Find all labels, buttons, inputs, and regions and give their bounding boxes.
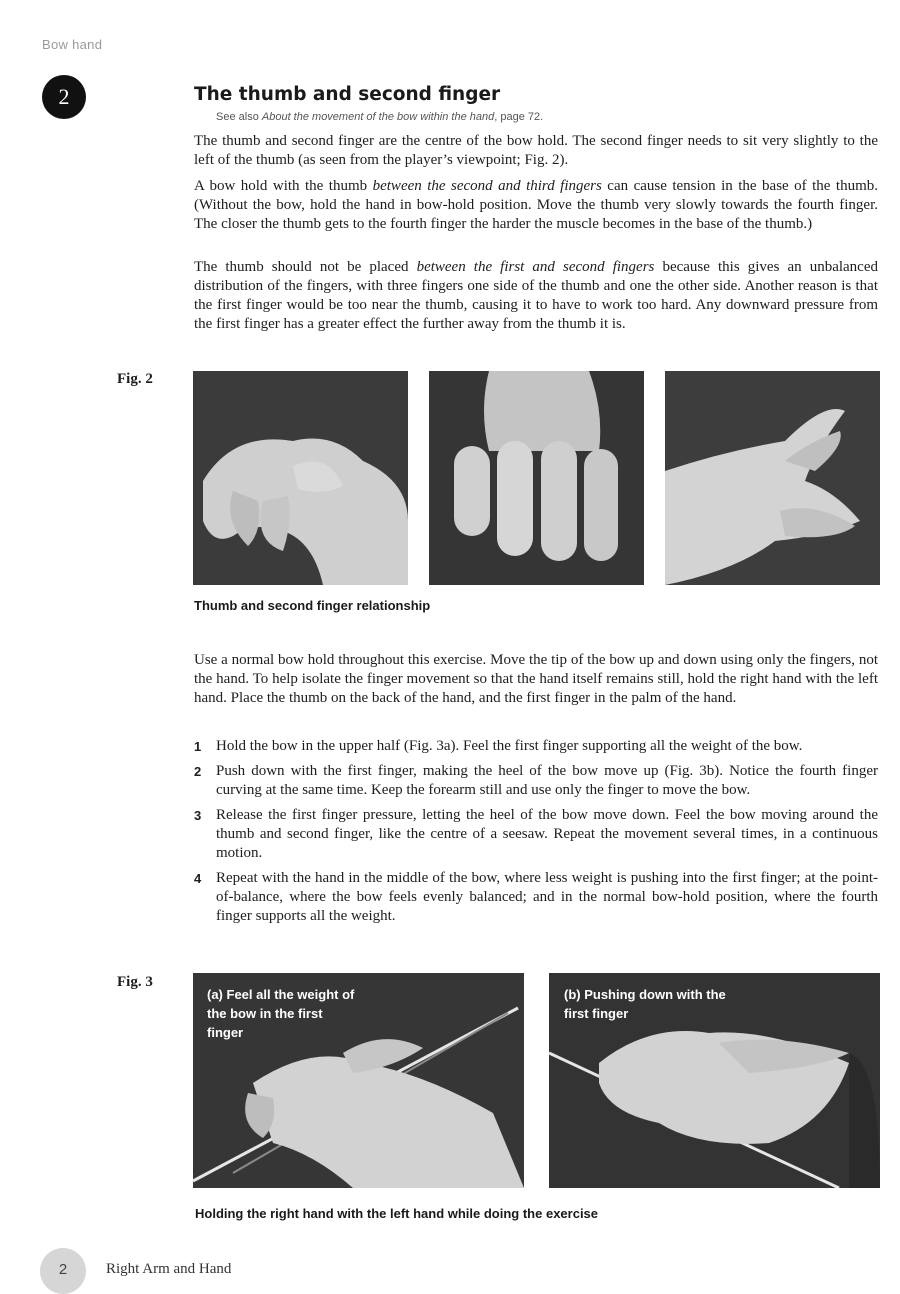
step-text: Hold the bow in the upper half (Fig. 3a). Feel the first finger supporting all the weight of the bow. [216,738,803,754]
step-text: Release the first finger pressure, letting the heel of the bow move down. Feel the bow moving around the thumb and second finger, like the centre of a seesaw. Repeat the movement several times, in a continuous motion. [216,807,878,861]
see-also-prefix: See also [216,111,262,123]
paragraph-2-b: can cause tension in the base of the thumb. (Without the bow, hold the hand in bow-hold position. Move the thumb very slowly towards the fourth finger. The closer the thumb gets to the fourth finger the harder the muscle becomes in the base of the thumb.) [194,178,878,232]
step-number: 1 [194,739,202,754]
running-head: Bow hand [42,37,103,52]
paragraph-3-b: because this gives an unbalanced distribution of the fingers, with three fingers one side of the thumb and one the other side. Another reason is that the first finger would be too near the thumb, causing it to have to work too hard. Any downward pressure from the first finger has a greater effect the further away from the thumb it is. [194,259,879,332]
paragraph-2-a: A bow hold with the thumb [194,178,373,194]
step-number: 2 [194,764,202,779]
list-item [194,762,878,800]
figure-2-label: Fig. 2 [117,371,153,387]
figure-2b-photo [429,371,644,585]
list-item [194,869,878,926]
figure-3b-overlay-caption: (b) Pushing down with the first finger [564,987,726,1021]
step-text: Repeat with the hand in the middle of the bow, where less weight is pushing into the first finger; at the point-of-balance, where the bow feels evenly balanced; and in the normal bow-hold position, where the fourth finger supports all the weight. [216,870,878,924]
chapter-number-badge: 2 [42,75,86,119]
see-also-ref: About the movement of the bow within the hand [261,111,495,123]
paragraph-3 [194,258,878,334]
list-item [194,737,878,756]
paragraph-3-a: The thumb should not be placed [194,259,417,275]
book-title: Right Arm and Hand [106,1261,232,1277]
paragraph-1: The thumb and second finger are the centre of the bow hold. The second finger needs to sit very slightly to the left of the thumb (as seen from the player’s viewpoint; Fig. 2). [194,133,878,168]
exercise-steps [194,737,878,932]
paragraph-3-emphasis: between the first and second fingers [416,259,655,275]
section-title: The thumb and second finger [194,84,501,105]
step-number: 3 [194,808,202,823]
figure-3b-photo [549,973,880,1188]
figure-3-caption: Holding the right hand with the left hand while doing the exercise [195,1206,599,1221]
paragraph-4: Use a normal bow hold throughout this exercise. Move the tip of the bow up and down using only the fingers, not the hand. To help isolate the finger movement so that the hand itself remains still, hold the right hand with the left hand. Place the thumb on the back of the hand, and the first finger in the palm of the hand. [194,652,878,706]
figure-3a-overlay-caption: (a) Feel all the weight of the bow in the first finger [207,987,355,1040]
figure-3-label: Fig. 3 [117,974,153,990]
step-text: Push down with the first finger, making the heel of the bow move up (Fig. 3b). Notice the fourth finger curving at the same time. Keep the forearm still and use only the finger to move the bow. [216,763,878,798]
paragraph-2-emphasis: between the second and third fingers [372,178,602,194]
page-number: 2 [40,1248,86,1294]
step-number: 4 [194,871,202,886]
see-also-suffix: , page 72. [494,111,544,123]
figure-2a-photo [193,371,408,585]
figure-2-caption: Thumb and second finger relationship [194,598,431,613]
paragraph-2 [194,177,878,234]
figure-3a-photo [193,973,524,1188]
see-also-reference [216,111,543,123]
figure-2c-photo [665,371,880,585]
list-item [194,806,878,863]
